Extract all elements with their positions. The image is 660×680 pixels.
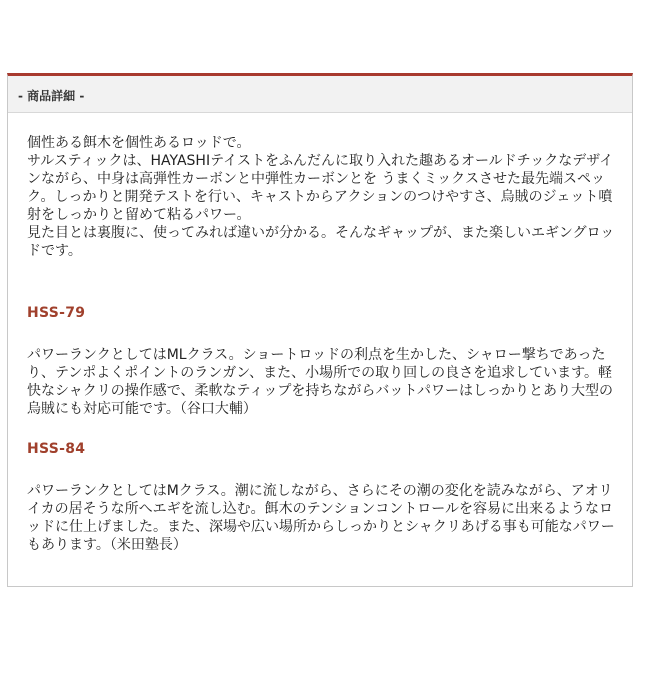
section-text-hss-79: パワーランクとしてはMLクラス。ショートロッドの利点を生かした、シャロー撃ちであったり、テンポよくポイントのランガン、また、小場所での取り回しの良さを追求しています。軽快なシャクリの操作感で、柔軟なティップを持ちながらバットパワーはしっかりとあり大型の烏賊にも対応可能です。（谷口大輔） xyxy=(27,347,614,417)
intro-line: 見た目とは裏腹に、使ってみれば違いが分かる。そんなギャップが、また楽しいエギングロッドです。 xyxy=(27,225,615,259)
section-title-hss-79: HSS-79 xyxy=(27,305,86,321)
intro-text xyxy=(27,134,617,260)
intro-line: サルスティックは、HAYASHIテイストをふんだんに取り入れた趣あるオールドチックなデザインながら、中身は高弾性カーボンと中弾性カーボンとを うまくミックスさせた最先端スペック。しっかりと開発テストを行い、キャストからアクションのつけやすさ、烏賊のジェット噴射をしっかりと留めて粘るパワー。 xyxy=(27,153,614,223)
intro-line: 個性ある餌木を個性あるロッドで。 xyxy=(27,135,251,151)
panel-header: - 商品詳細 - xyxy=(8,76,632,113)
section-title-hss-84: HSS-84 xyxy=(27,441,86,457)
section-text-hss-84: パワーランクとしてはMクラス。潮に流しながら、さらにその潮の変化を読みながら、アオリイカの居そうな所へエギを流し込む。餌木のテンションコントロールを容易に出来るようなロッドに仕上げました。また、深場や広い場所からしっかりとシャクリあげる事も可能なパワーもあります。（米田塾長） xyxy=(27,483,615,553)
product-details-panel xyxy=(7,73,633,587)
